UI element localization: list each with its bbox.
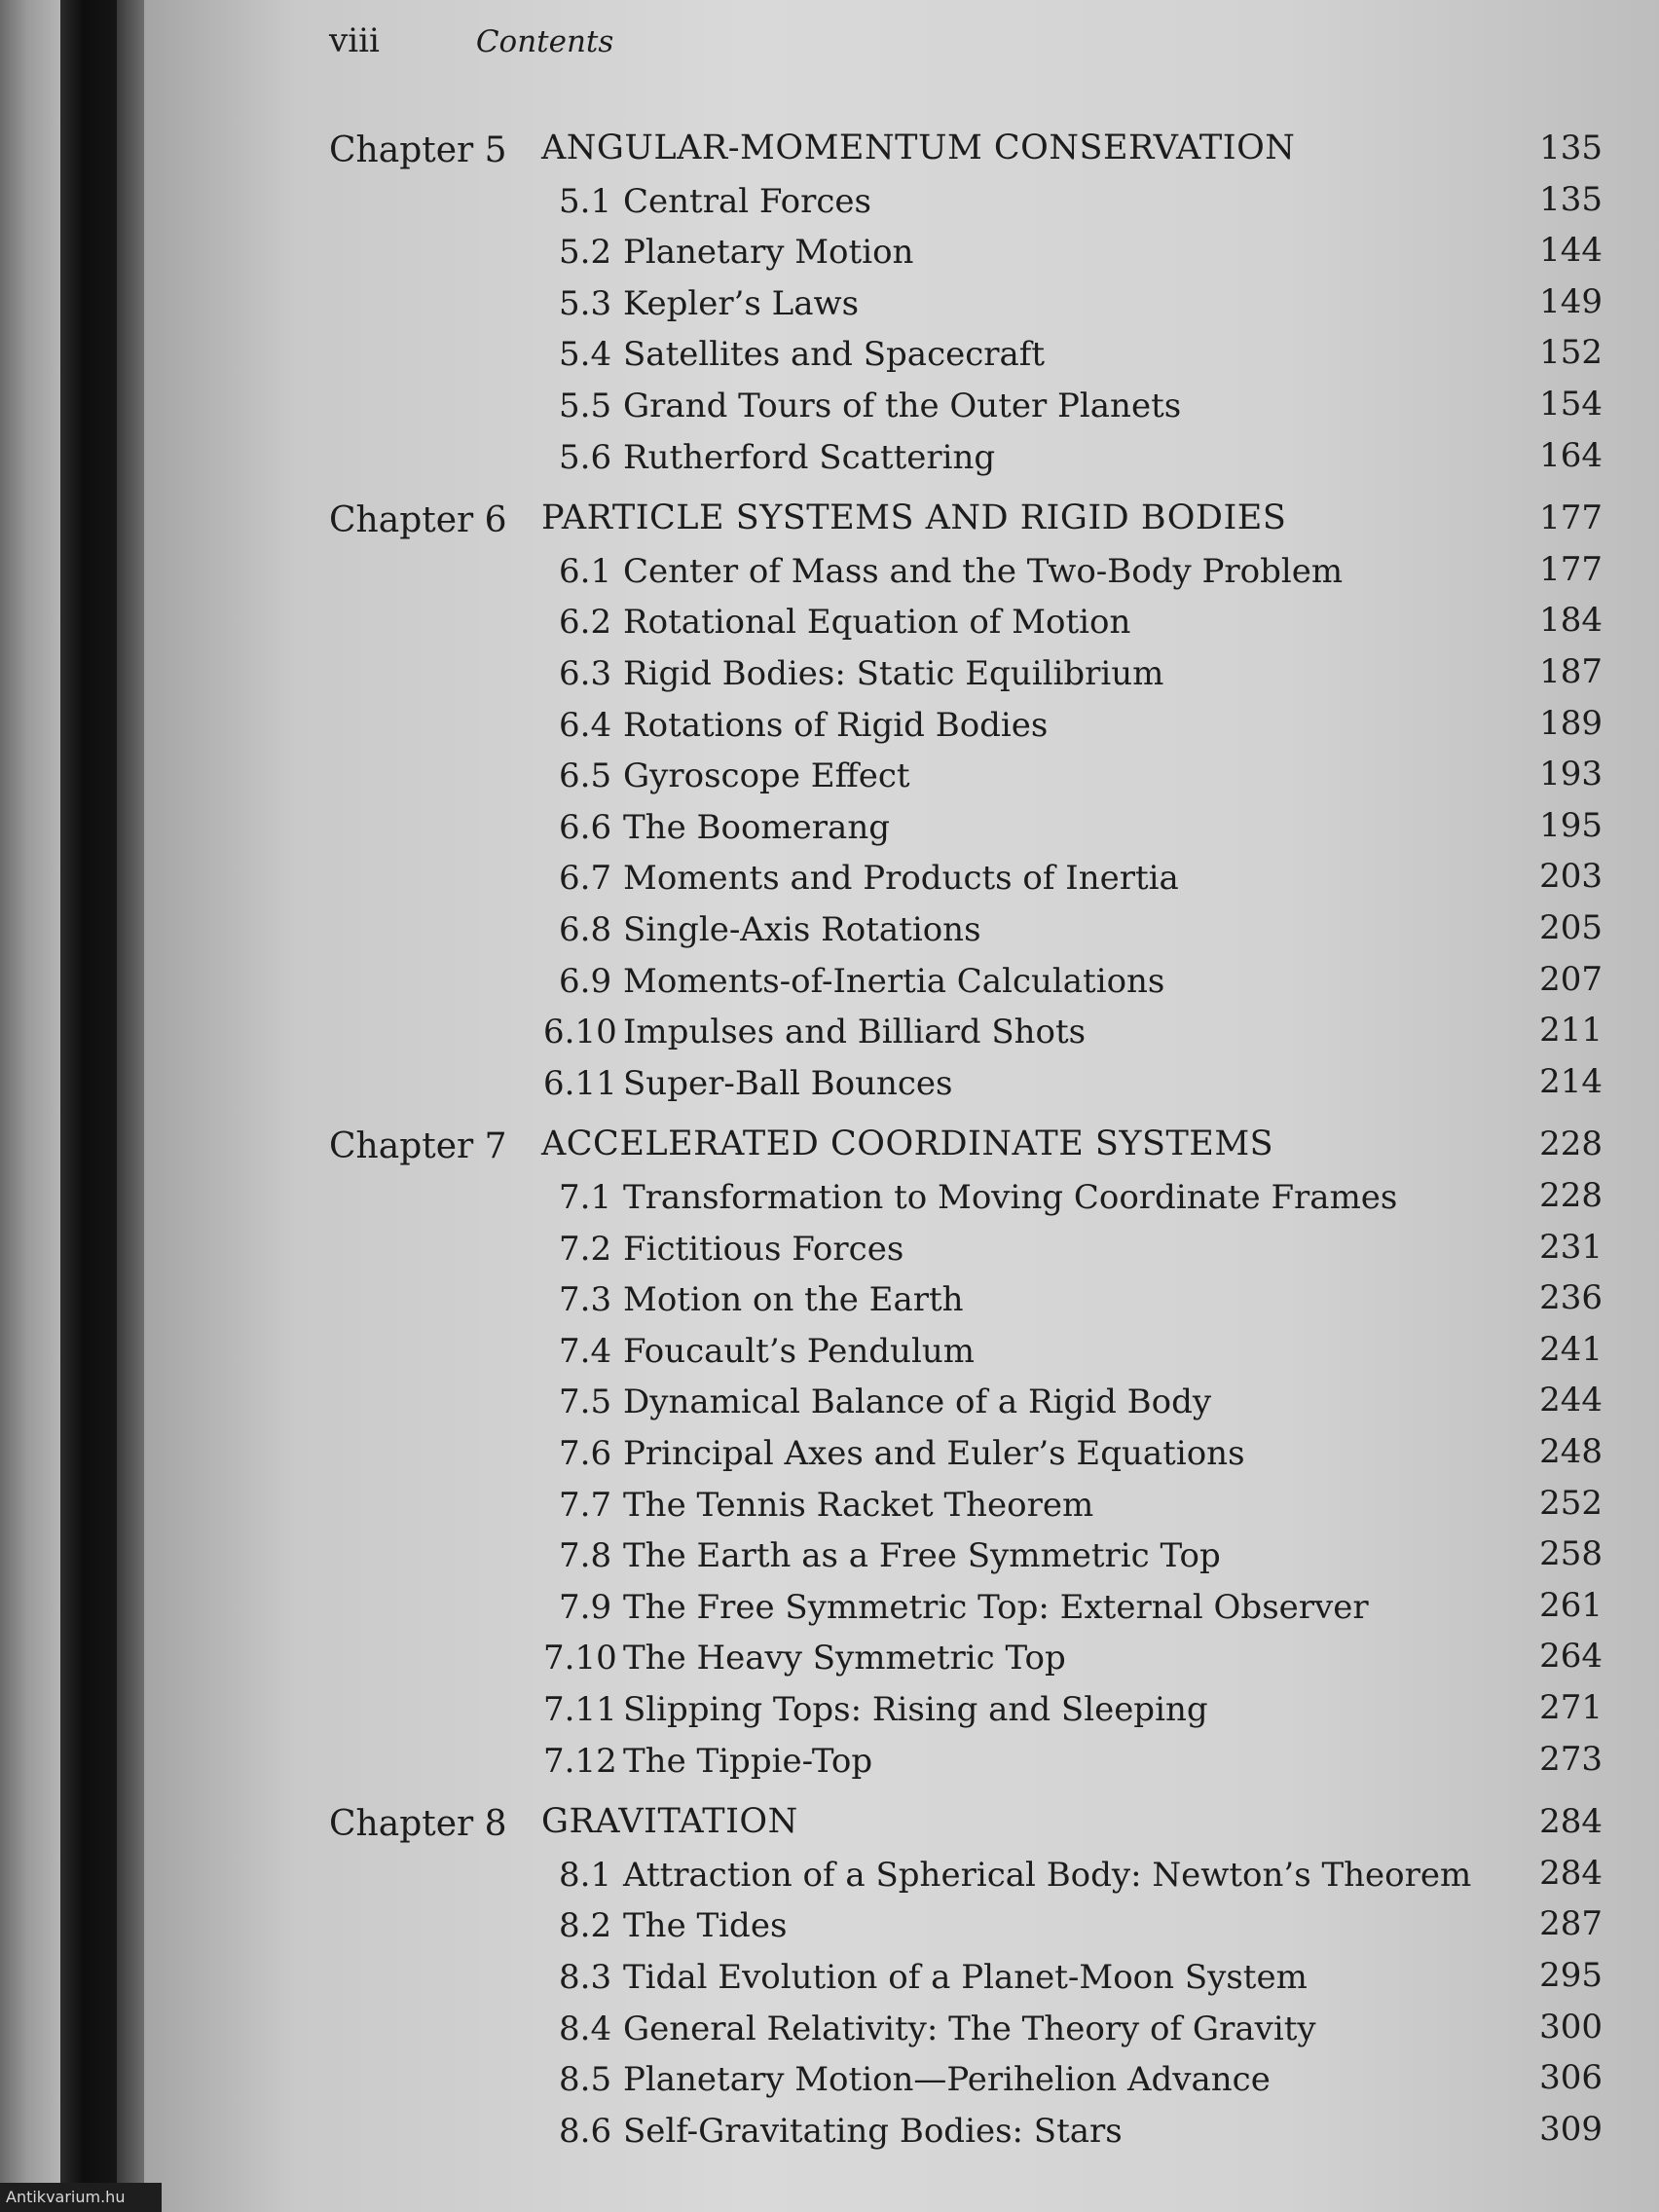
section-page-number: 154 xyxy=(1539,385,1603,424)
section-page-number: 261 xyxy=(1539,1585,1603,1625)
section-number: 6.3 xyxy=(559,654,612,693)
section-number: 6.8 xyxy=(559,910,612,949)
page-header xyxy=(329,21,613,60)
section-row xyxy=(0,1848,1659,1899)
section-page-number: 264 xyxy=(1539,1637,1603,1677)
section-title: Impulses and Billiard Shots xyxy=(623,1013,1087,1052)
section-row xyxy=(0,1375,1659,1425)
section-page-number: 306 xyxy=(1539,2058,1603,2098)
section-number: 6.5 xyxy=(559,756,612,796)
section-page-number: 203 xyxy=(1539,857,1603,897)
section-row xyxy=(0,646,1659,697)
section-title: Attraction of a Spherical Body: Newton’s Theorem xyxy=(623,1855,1472,1895)
section-page-number: 177 xyxy=(1539,549,1603,589)
section-row xyxy=(0,903,1659,953)
section-row xyxy=(0,1170,1659,1221)
watermark: Antikvarium.hu xyxy=(0,2183,162,2212)
section-page-number: 184 xyxy=(1539,601,1603,641)
section-row xyxy=(0,1478,1659,1529)
section-page-number: 164 xyxy=(1539,435,1603,475)
section-number: 5.4 xyxy=(559,335,612,375)
section-number: 6.9 xyxy=(559,961,612,1001)
page-number: viii xyxy=(329,21,380,60)
section-title: The Earth as a Free Symmetric Top xyxy=(623,1536,1221,1576)
chapter-title: GRAVITATION xyxy=(541,1802,798,1842)
section-title: Single-Axis Rotations xyxy=(623,910,981,949)
section-page-number: 189 xyxy=(1539,703,1603,743)
section-title: Center of Mass and the Two-Body Problem xyxy=(623,551,1344,591)
section-number: 8.1 xyxy=(559,1855,612,1895)
section-page-number: 205 xyxy=(1539,908,1603,947)
section-title: Fictitious Forces xyxy=(623,1229,904,1269)
section-number: 6.2 xyxy=(559,603,612,643)
section-number: 6.7 xyxy=(559,859,612,899)
section-row xyxy=(0,1272,1659,1323)
section-page-number: 236 xyxy=(1539,1278,1603,1318)
section-page-number: 252 xyxy=(1539,1483,1603,1523)
section-number: 7.5 xyxy=(559,1382,612,1422)
section-page-number: 214 xyxy=(1539,1061,1603,1101)
section-title: Grand Tours of the Outer Planets xyxy=(623,387,1182,425)
section-title: Slipping Tops: Rising and Sleeping xyxy=(623,1690,1208,1729)
section-title: Moments-of-Inertia Calculations xyxy=(623,961,1165,1001)
section-page-number: 287 xyxy=(1539,1904,1603,1944)
section-row xyxy=(0,1631,1659,1681)
section-page-number: 207 xyxy=(1539,959,1603,999)
section-row xyxy=(0,698,1659,749)
section-row xyxy=(0,379,1659,429)
section-title: Gyroscope Effect xyxy=(623,756,910,796)
section-title: Foucault’s Pendulum xyxy=(623,1331,975,1371)
section-page-number: 284 xyxy=(1539,1853,1603,1893)
section-row xyxy=(0,327,1659,378)
section-row xyxy=(0,800,1659,851)
section-number: 7.1 xyxy=(559,1178,612,1217)
section-number: 6.6 xyxy=(559,807,612,847)
section-page-number: 300 xyxy=(1539,2007,1603,2046)
section-page-number: 144 xyxy=(1539,231,1603,271)
section-number: 8.4 xyxy=(559,2009,612,2048)
section-page-number: 193 xyxy=(1539,755,1603,794)
section-number: 6.4 xyxy=(559,705,612,745)
section-title: Rutherford Scattering xyxy=(623,437,996,477)
section-title: Planetary Motion xyxy=(623,233,914,273)
running-title: Contents xyxy=(475,24,614,59)
chapter-row xyxy=(0,1119,1659,1169)
section-title: The Tennis Racket Theorem xyxy=(623,1485,1094,1525)
section-row xyxy=(0,749,1659,799)
section-row xyxy=(0,851,1659,902)
section-number: 6.11 xyxy=(543,1063,617,1103)
section-page-number: 309 xyxy=(1539,2109,1603,2149)
section-number: 7.9 xyxy=(559,1587,612,1627)
chapter-page-number: 135 xyxy=(1539,129,1603,167)
section-number: 7.4 xyxy=(559,1331,612,1371)
section-number: 6.1 xyxy=(559,551,612,591)
section-title: Rotations of Rigid Bodies xyxy=(623,705,1049,745)
section-page-number: 149 xyxy=(1539,281,1603,321)
section-number: 8.5 xyxy=(559,2060,612,2100)
section-number: 7.8 xyxy=(559,1536,612,1576)
section-title: Transformation to Moving Coordinate Frames xyxy=(623,1178,1398,1217)
section-title: The Tides xyxy=(623,1906,788,1946)
section-number: 7.3 xyxy=(559,1280,612,1320)
section-number: 6.10 xyxy=(543,1013,617,1052)
chapter-page-number: 228 xyxy=(1539,1124,1603,1164)
chapter-page-number: 177 xyxy=(1539,498,1603,538)
section-title: The Boomerang xyxy=(623,807,890,847)
section-title: The Free Symmetric Top: External Observer xyxy=(623,1587,1369,1627)
section-page-number: 244 xyxy=(1539,1381,1603,1420)
chapter-title: ACCELERATED COORDINATE SYSTEMS xyxy=(541,1124,1274,1164)
section-title: Tidal Evolution of a Planet-Moon System xyxy=(623,1958,1308,1997)
section-title: Self-Gravitating Bodies: Stars xyxy=(623,2111,1123,2151)
section-number: 8.3 xyxy=(559,1958,612,1997)
section-row xyxy=(0,225,1659,276)
section-row xyxy=(0,1899,1659,1949)
section-title: Motion on the Earth xyxy=(623,1280,964,1320)
section-row xyxy=(0,1005,1659,1055)
section-title: The Tippie-Top xyxy=(623,1741,873,1781)
section-row xyxy=(0,1222,1659,1272)
section-row xyxy=(0,1580,1659,1631)
chapter-label: Chapter 7 xyxy=(329,1126,507,1167)
section-number: 7.6 xyxy=(559,1434,612,1473)
section-row xyxy=(0,174,1659,225)
section-title: General Relativity: The Theory of Gravity xyxy=(623,2009,1316,2048)
section-page-number: 135 xyxy=(1539,179,1603,219)
section-row xyxy=(0,1529,1659,1579)
section-number: 7.12 xyxy=(543,1741,617,1781)
section-row xyxy=(0,1950,1659,2001)
section-row xyxy=(0,1426,1659,1477)
section-page-number: 273 xyxy=(1539,1739,1603,1779)
section-number: 5.1 xyxy=(559,181,612,221)
section-number: 7.10 xyxy=(543,1639,617,1678)
section-title: Planetary Motion—Perihelion Advance xyxy=(623,2060,1271,2100)
section-page-number: 231 xyxy=(1539,1227,1603,1267)
chapter-row xyxy=(0,493,1659,543)
section-row xyxy=(0,1682,1659,1733)
section-number: 8.6 xyxy=(559,2111,612,2151)
section-page-number: 211 xyxy=(1539,1011,1603,1051)
section-page-number: 195 xyxy=(1539,805,1603,845)
section-page-number: 248 xyxy=(1539,1432,1603,1471)
section-page-number: 258 xyxy=(1539,1534,1603,1574)
section-page-number: 241 xyxy=(1539,1329,1603,1369)
section-number: 5.5 xyxy=(559,387,612,425)
section-row xyxy=(0,595,1659,645)
section-title: Principal Axes and Euler’s Equations xyxy=(623,1434,1245,1473)
chapter-label: Chapter 5 xyxy=(329,130,507,170)
section-row xyxy=(0,954,1659,1005)
chapter-row xyxy=(0,123,1659,173)
section-row xyxy=(0,544,1659,595)
section-title: Moments and Products of Inertia xyxy=(623,859,1179,899)
section-title: Dynamical Balance of a Rigid Body xyxy=(623,1382,1212,1422)
section-number: 5.2 xyxy=(559,233,612,273)
section-title: Rotational Equation of Motion xyxy=(623,603,1131,643)
section-row xyxy=(0,276,1659,327)
section-number: 7.7 xyxy=(559,1485,612,1525)
section-title: Rigid Bodies: Static Equilibrium xyxy=(623,654,1164,693)
section-number: 7.11 xyxy=(543,1690,617,1729)
section-row xyxy=(0,1056,1659,1107)
chapter-page-number: 284 xyxy=(1539,1802,1603,1842)
section-title: Super-Ball Bounces xyxy=(623,1063,953,1103)
section-row xyxy=(0,2002,1659,2052)
section-row xyxy=(0,430,1659,481)
section-title: Satellites and Spacecraft xyxy=(623,335,1046,375)
chapter-title: PARTICLE SYSTEMS AND RIGID BODIES xyxy=(541,498,1287,538)
section-title: Kepler’s Laws xyxy=(623,283,860,323)
section-page-number: 187 xyxy=(1539,652,1603,691)
section-number: 7.2 xyxy=(559,1229,612,1269)
chapter-row xyxy=(0,1796,1659,1847)
section-number: 5.6 xyxy=(559,437,612,477)
chapter-title: ANGULAR-MOMENTUM CONSERVATION xyxy=(541,129,1296,167)
section-page-number: 271 xyxy=(1539,1688,1603,1727)
section-number: 8.2 xyxy=(559,1906,612,1946)
section-row xyxy=(0,1734,1659,1785)
section-row xyxy=(0,2052,1659,2103)
chapter-label: Chapter 8 xyxy=(329,1804,507,1845)
section-title: The Heavy Symmetric Top xyxy=(623,1639,1066,1678)
section-row xyxy=(0,1324,1659,1375)
section-page-number: 228 xyxy=(1539,1176,1603,1215)
section-row xyxy=(0,2104,1659,2155)
section-number: 5.3 xyxy=(559,283,612,323)
section-title: Central Forces xyxy=(623,181,871,221)
chapter-label: Chapter 6 xyxy=(329,500,507,541)
section-page-number: 152 xyxy=(1539,333,1603,373)
section-page-number: 295 xyxy=(1539,1956,1603,1995)
